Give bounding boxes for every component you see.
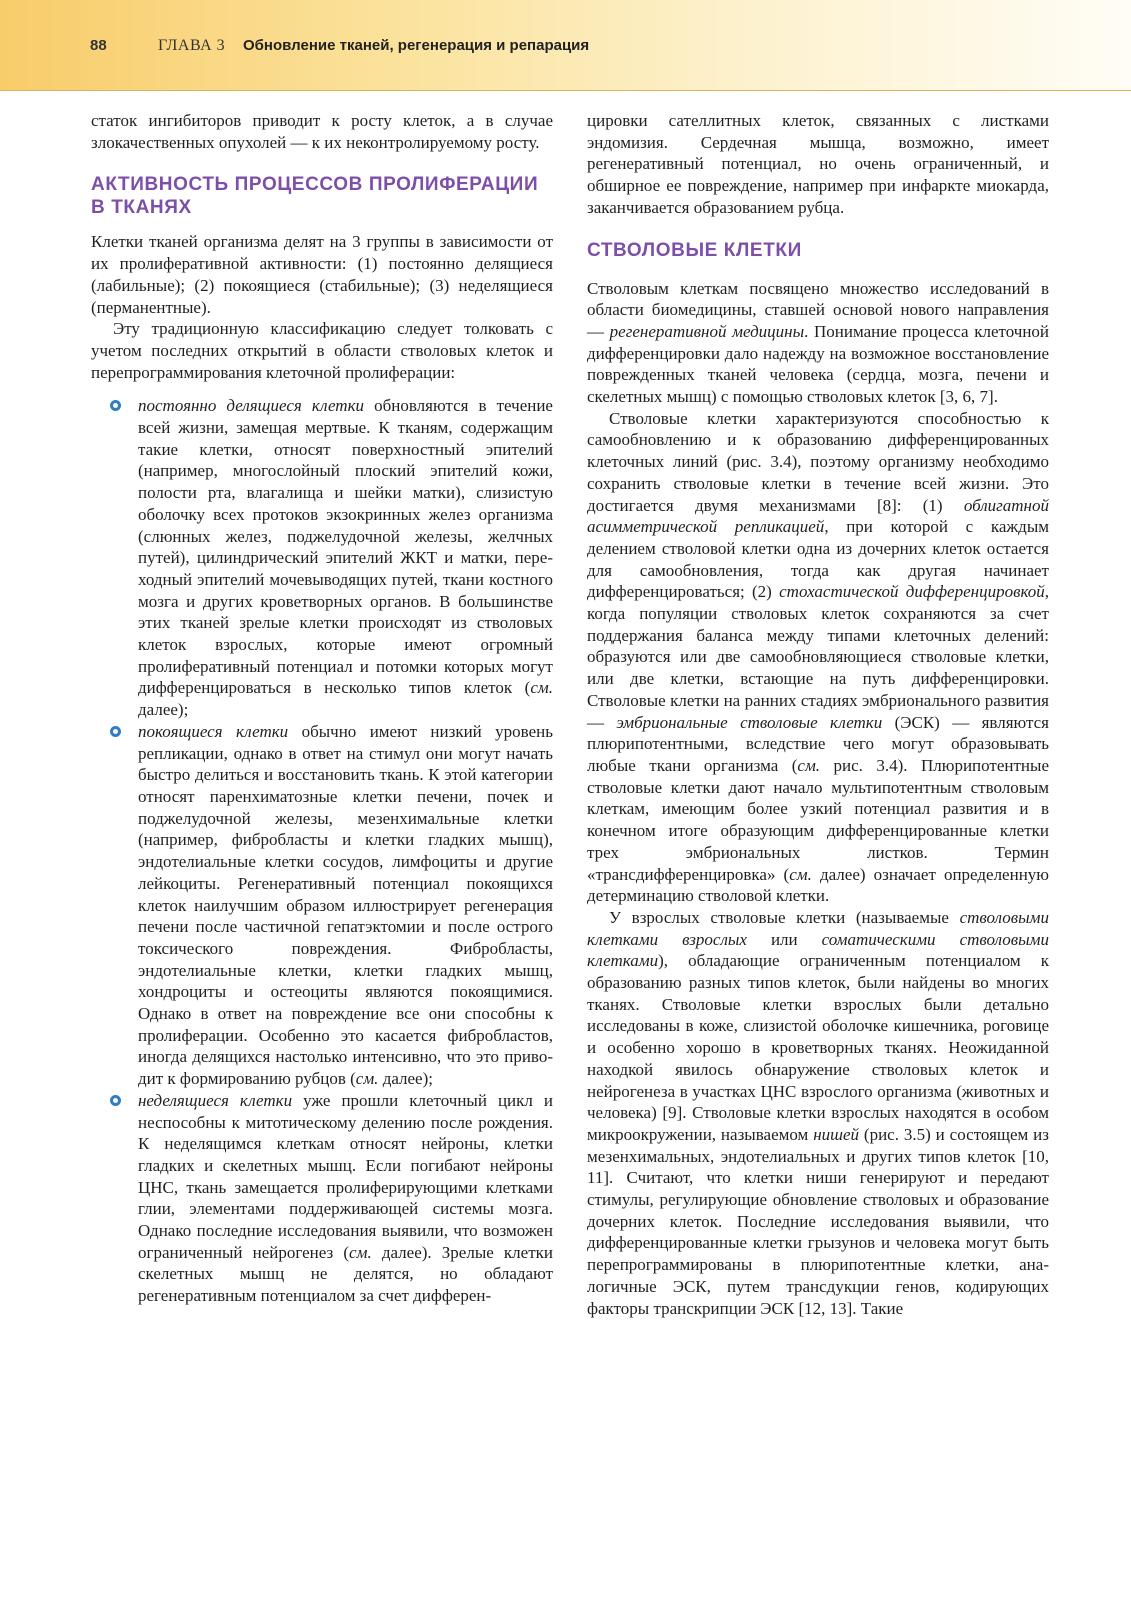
term: покоящиеся клетки bbox=[138, 721, 289, 741]
list-item-text: неделящиеся клетки уже прошли клеточный цикл и неспособны к митотическому делению после рождения. К неделящимся клеткам относят нейроны, клетки гладких и скелетных мышц. Если погибают нейроны ЦНС, ткань замещается пролиферирующими клетками глии, элементами поддерживающей системы мозга. Однако последние исследования выявили, что возможен ограниченный нейрогенез (см. далее). Зрелые клетки скелетных мышц не делятся, но обладают регенеративным потенциалом за счет дифферен- bbox=[138, 1090, 553, 1306]
list-item-text: покоящиеся клетки обычно имеют низкий уровень репликации, однако в ответ на стимул они могут начать быстро делиться и восстановить ткань. К этой категории относят паренхиматозные клетки печени, почек и поджелудочной железы, мезенхимальные клетки (например, фибробласты и клетки гладких мышц), эндотелиальные клетки сосудов, лимфоциты и другие лейкоциты. Регенеративный потенциал покоящихся клеток наилучшим образом иллюстрирует регенерация печени после частичной гепатэктомии и после острого токсического повреждения. Фибробласты, эндотелиальные клетки, клетки гладких мышц, хондроциты и остеоциты являются покоящимися. Однако в ответ на повреждение все они способны к пролиферации. Особенно это касается фибробластов, иногда делящихся настолько интенсивно, что это приводит к формированию рубцов (см. далее); bbox=[138, 721, 553, 1089]
bullet-icon bbox=[110, 1095, 121, 1106]
paragraph-stem-properties: Стволовые клетки характеризуются способностью к самообновлению и к образованию дифференцированных клеточных линий (рис. 3.4), поэтому организму необходимо сохранить стволовые клетки в течение всей жизни. Это достигается двумя механизмами [8]: (1) облигатной асимметрической репликацией, при которой с каждым делением стволовой клетки одна из дочерних клеток остается для самообновления, тогда как другая начинает дифференцироваться; (2) стохастической дифференцировкой, когда популяции стволовых клеток сохраняются за счет поддержания баланса между типами клеточных делений: образуются или две самообновляющиеся стволовые клетки, или две клетки, встающие на путь дифференцировки. Стволовые клетки на ранних стадиях эмбрионального развития — эмбриональные стволовые клетки (ЭСК) — являются плюрипотентными, вследствие чего могут образовывать любые ткани организма (см. рис. 3.4). Плюрипотентные стволовые клетки дают начало мультипотентным стволовым клеткам, имеющим более узкий потенциал развития и в конечном итоге образующим дифференцированные клетки трех эмбриональных листков. Термин «трансдифференцировка» (см. далее) означает определенную детерминацию стволовой клетки. bbox=[587, 408, 1050, 906]
bullet-icon bbox=[110, 726, 121, 737]
list-item-stable bbox=[91, 721, 553, 1090]
bullet-icon bbox=[110, 400, 121, 411]
right-column bbox=[587, 110, 1049, 1319]
section-heading-proliferation: АКТИВНОСТЬ ПРОЦЕССОВ ПРОЛИФЕРАЦИИ В ТКАНЯХ bbox=[91, 174, 539, 219]
list-item-permanent bbox=[91, 1090, 553, 1307]
continuation-paragraph: цировки сателлитных клеток, связанных с листками эндомизия. Сердечная мышца, возможно, имеет регенеративный потенциал, но очень ограниченный, и обширное ее повреждение, например при инфаркте миокарда, заканчивается образованием рубца. bbox=[587, 111, 1049, 217]
intro-paragraph: статок ингибиторов приводит к росту клеток, а в случае злокачественных опухолей — к их неконтролируемому росту. bbox=[91, 111, 553, 152]
paragraph-adult-stem: У взрослых стволовые клетки (называемые стволовыми клетками взрослых или соматическими стволовыми клетками), обладающие ограниченным потенциалом к образованию разных типов клеток, были найдены во многих тканях. Стволовые клетки взрослых были детально исследованы в коже, слизистой оболочке кишечника, роговице и особенно хорошо в кроветворных тканях. Неожиданной находкой явилось обнаружение стволовых клеток и нейрогенеза в участках ЦНС взрослого организма (животных и человека) [9]. Стволовые клетки взрослых находятся в особом микроокружении, называемом нишей (рис. 3.5) и состоящем из мезенхимальных, эндотелиальных и других типов клеток [10, 11]. Считают, что клетки ниши генерируют и передают стимулы, регулирующие обновление стволовых и образование дочерних клеток. Последние исследования выявили, что дифференцированные клетки грызунов и человека могут быть перепрограммированы в плюрипотентные клетки, аналогичные ЭСК, путем трансдукции генов, кодирующих факторы транскрипции ЭСК [12, 13]. Такие bbox=[587, 907, 1049, 1318]
page-number: 88 bbox=[90, 37, 107, 54]
chapter-label: ГЛАВА 3 bbox=[158, 37, 226, 54]
term: постоянно делящиеся клетки bbox=[138, 396, 365, 416]
running-header bbox=[0, 0, 1131, 91]
chapter-title: Обновление тканей, регенерация и репарация bbox=[243, 37, 590, 54]
list-item-labile bbox=[91, 395, 553, 721]
paragraph-groups: Клетки тканей организма делят на 3 группы в зависимости от их пролиферативной активности: (1) постоянно делящиеся (лабильные); (2) покоящиеся (стабильные); (3) неделящиеся (перманентные). bbox=[91, 232, 553, 317]
paragraph-classification: Эту традиционную классификацию следует толковать с учетом последних открытий в области стволовых клеток и перепрограммирования клеточной пролиферации: bbox=[91, 319, 553, 382]
cell-type-list bbox=[91, 395, 553, 1307]
section-heading-stem-cells: СТВОЛОВЫЕ КЛЕТКИ bbox=[587, 239, 802, 261]
list-item-text: постоянно делящиеся клетки обновляются в течение всей жизни, замещая мертвые. К тканям, содержащим такие клетки, относят поверхностный эпителий (например, многослойный плоский эпителий кожи, полости рта, влагалища и шейки матки), слизистую оболочку всех протоков экзокринных желез организма (слюнных желез, поджелудочной железы, желчных путей), цилиндрический эпителий ЖКТ и матки, переходный эпителий мочевыводящих путей, ткани костного мозга и других кроветворных органов. В большинстве этих тканей зрелые клетки происходят из стволовых клеток взрослых, которые имеют огромный пролиферативный потенциал и потомки которых могут дифференцироваться в несколько типов клеток (см. далее); bbox=[138, 396, 553, 720]
paragraph-stem-intro: Стволовым клеткам посвящено множество исследований в области биомедицины, ставшей основой нового направления — регенеративной медицины. Понимание процесса клеточной дифференцировки дало надежду на возможное восстановление поврежденных тканей человека (сердца, мозга, печени и скелетных мышц) с помощью стволовых клеток [3, 6, 7]. bbox=[587, 278, 1050, 407]
term: неделящиеся клетки bbox=[138, 1090, 293, 1110]
left-column bbox=[91, 110, 553, 1307]
